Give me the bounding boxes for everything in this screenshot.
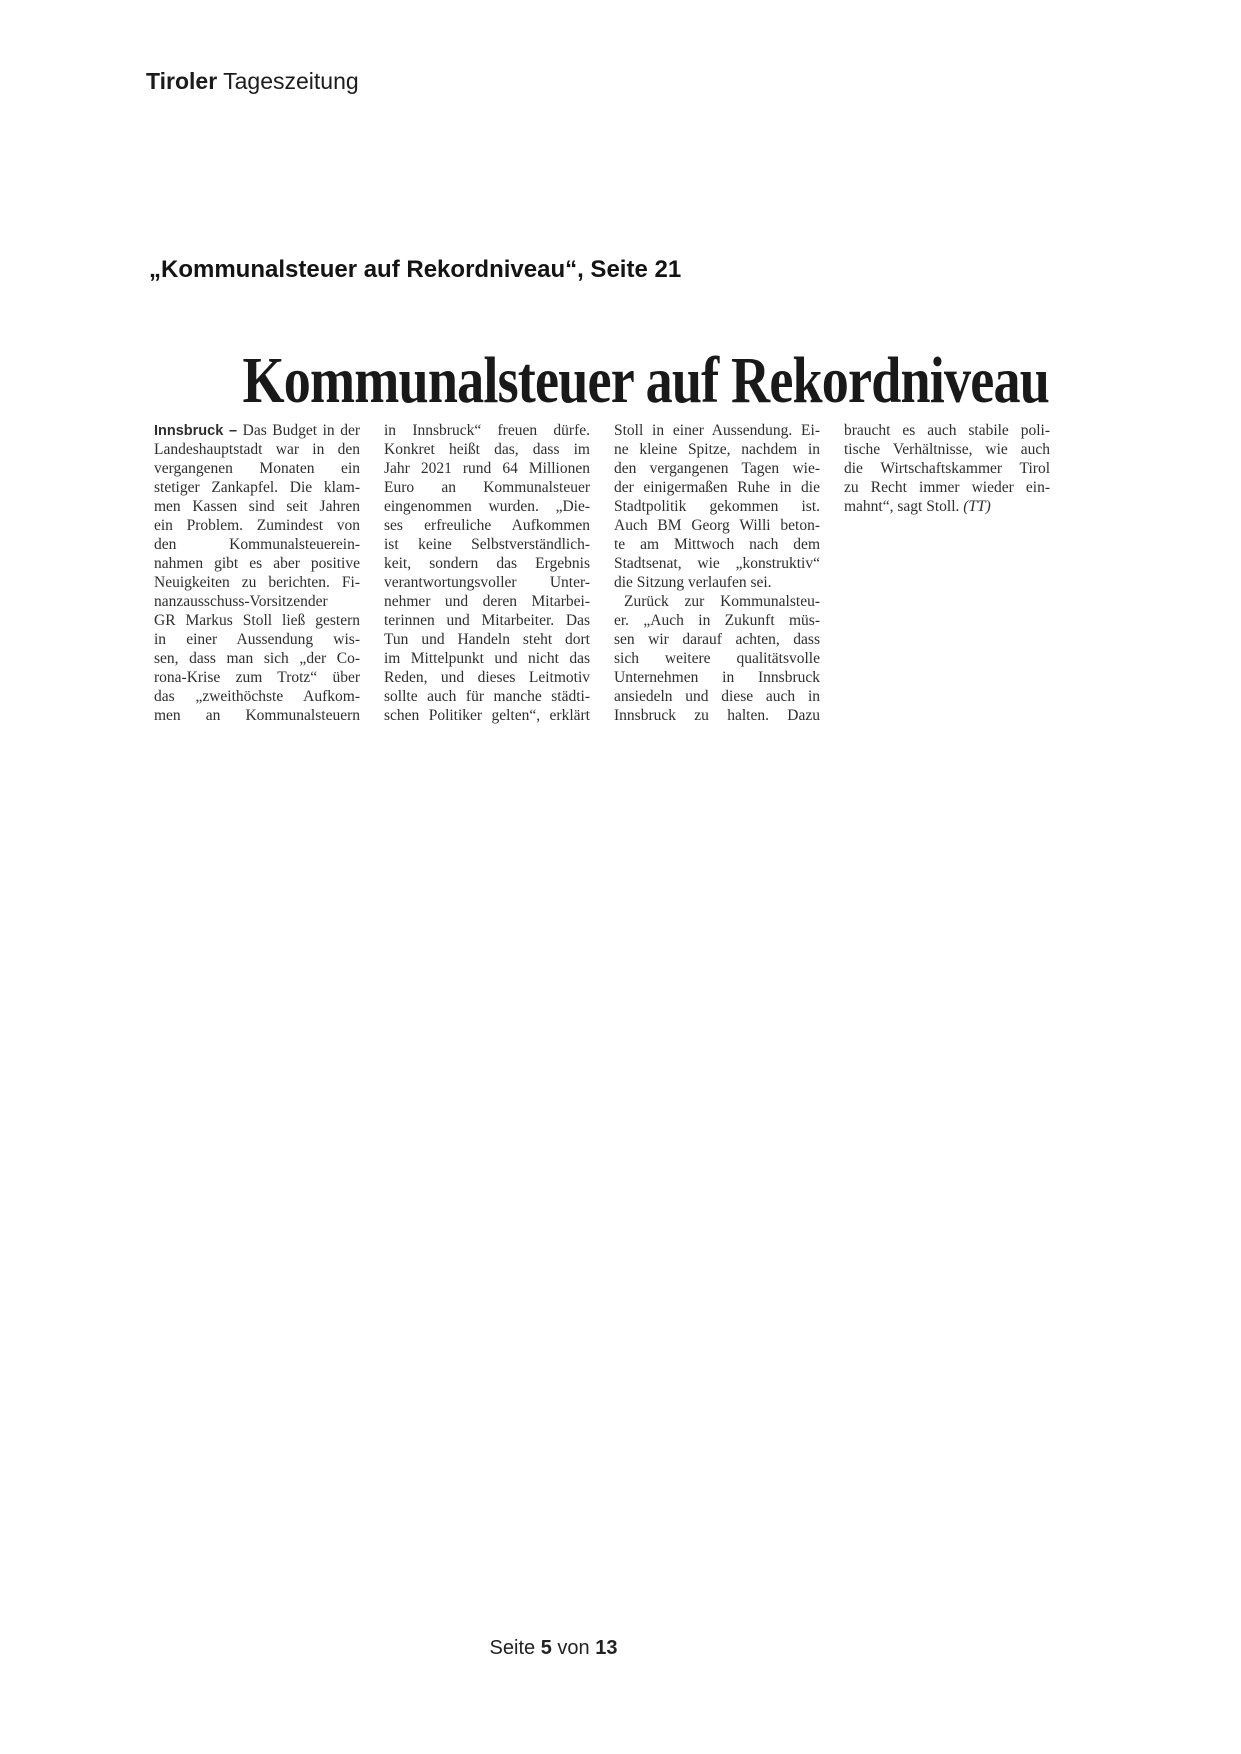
- footer-page-number: 5: [540, 1637, 552, 1659]
- text-line: den Kommunalsteuerein-: [154, 536, 360, 553]
- text-line: men Kassen sind seit Jahren: [154, 498, 360, 515]
- text-line: terinnen und Mitarbeiter. Das: [384, 612, 590, 629]
- footer-of: von: [557, 1637, 590, 1659]
- text-line: sen, dass man sich „der Co-: [154, 650, 360, 667]
- text-line: Stoll in einer Aussendung. Ei-: [614, 422, 820, 439]
- text-line: Auch BM Georg Willi beton-: [614, 517, 820, 534]
- article-column-4: [844, 421, 1050, 725]
- text-line: Reden, und dieses Leitmotiv: [384, 669, 590, 686]
- article-headline-wrap: [154, 344, 1050, 417]
- text-line: Landeshauptstadt war in den: [154, 441, 360, 458]
- text-line: Euro an Kommunalsteuer: [384, 479, 590, 496]
- footer-total-pages: 13: [595, 1637, 618, 1659]
- text-line: ein Problem. Zumindest von: [154, 517, 360, 534]
- newspaper-name-bold: Tiroler: [146, 68, 218, 94]
- text-line: Stadtpolitik gekommen ist.: [614, 498, 820, 515]
- article-reference-heading: „Kommunalsteuer auf Rekordniveau“, Seite 21: [149, 256, 682, 283]
- text-line: im Mittelpunkt und nicht das: [384, 650, 590, 667]
- text-line: [154, 421, 360, 440]
- footer-label: Seite: [489, 1637, 536, 1659]
- text-line: verantwortungsvoller Unter-: [384, 574, 590, 591]
- text-line: rona-Krise zum Trotz“ über: [154, 669, 360, 686]
- text-line: den vergangenen Tagen wie-: [614, 460, 820, 477]
- text-line: te am Mittwoch nach dem: [614, 536, 820, 553]
- text-line: [844, 497, 1050, 516]
- text-line: stetiger Zankapfel. Die klam-: [154, 479, 360, 496]
- text-line: sollte auch für manche städti-: [384, 688, 590, 705]
- text-line: Innsbruck zu halten. Dazu: [614, 707, 820, 724]
- text-line: ses erfreuliche Aufkommen: [384, 517, 590, 534]
- text-line: sen wir darauf achten, dass: [614, 631, 820, 648]
- text-line: Neuigkeiten zu berichten. Fi-: [154, 574, 360, 591]
- text-line: Stadtsenat, wie „konstruktiv“: [614, 555, 820, 572]
- text-line: der einigermaßen Ruhe in die: [614, 479, 820, 496]
- newspaper-name-regular: Tageszeitung: [223, 68, 359, 94]
- text-line: Jahr 2021 rund 64 Millionen: [384, 460, 590, 477]
- text-line-rest: Das Budget in der: [242, 422, 361, 439]
- text-line: schen Politiker gelten“, erklärt: [384, 707, 590, 724]
- text-line: Zurück zur Kommunalsteu-: [624, 593, 820, 610]
- article-column-3: [614, 421, 820, 725]
- text-line: in Innsbruck“ freuen dürfe.: [384, 422, 590, 439]
- text-line: Unternehmen in Innsbruck: [614, 669, 820, 686]
- text-line: ne kleine Spitze, nachdem in: [614, 441, 820, 458]
- text-line: in einer Aussendung wis-: [154, 631, 360, 648]
- text-line: eingenommen wurden. „Die-: [384, 498, 590, 515]
- text-line: tische Verhältnisse, wie auch: [844, 441, 1050, 458]
- text-line: braucht es auch stabile poli-: [844, 422, 1050, 439]
- text-line: das „zweithöchste Aufkom-: [154, 688, 360, 705]
- page-footer: [0, 1637, 1107, 1660]
- text-line: keit, sondern das Ergebnis: [384, 555, 590, 572]
- article-headline: Kommunalsteuer auf Rekordniveau: [242, 344, 1049, 417]
- article-columns: [154, 421, 1050, 725]
- text-line: Konkret heißt das, dass im: [384, 441, 590, 458]
- text-line: ist keine Selbstverständlich-: [384, 536, 590, 553]
- text-line: er. „Auch in Zukunft müs-: [614, 612, 820, 629]
- text-line: men an Kommunalsteuern: [154, 707, 360, 724]
- text-line: nahmen gibt es aber positive: [154, 555, 360, 572]
- text-line: nehmer und deren Mitarbei-: [384, 593, 590, 610]
- text-line: die Wirtschaftskammer Tirol: [844, 460, 1050, 477]
- article-column-2: [384, 421, 590, 725]
- agency-credit: (TT): [963, 498, 991, 515]
- text-line: nanzausschuss-Vorsitzender: [154, 593, 328, 610]
- text-line: die Sitzung verlaufen sei.: [614, 574, 772, 591]
- text-line: ansiedeln und diese auch in: [614, 688, 820, 705]
- text-line: vergangenen Monaten ein: [154, 460, 360, 477]
- article-column-1: [154, 421, 360, 725]
- text-line: sich weitere qualitätsvolle: [614, 650, 820, 667]
- text-line: zu Recht immer wieder ein-: [844, 479, 1050, 496]
- text-line-rest: mahnt“, sagt Stoll.: [844, 498, 960, 515]
- text-line: Tun und Handeln steht dort: [384, 631, 590, 648]
- location-lead-in: Innsbruck –: [154, 423, 238, 439]
- newspaper-name: [146, 68, 359, 95]
- text-line: GR Markus Stoll ließ gestern: [154, 612, 360, 629]
